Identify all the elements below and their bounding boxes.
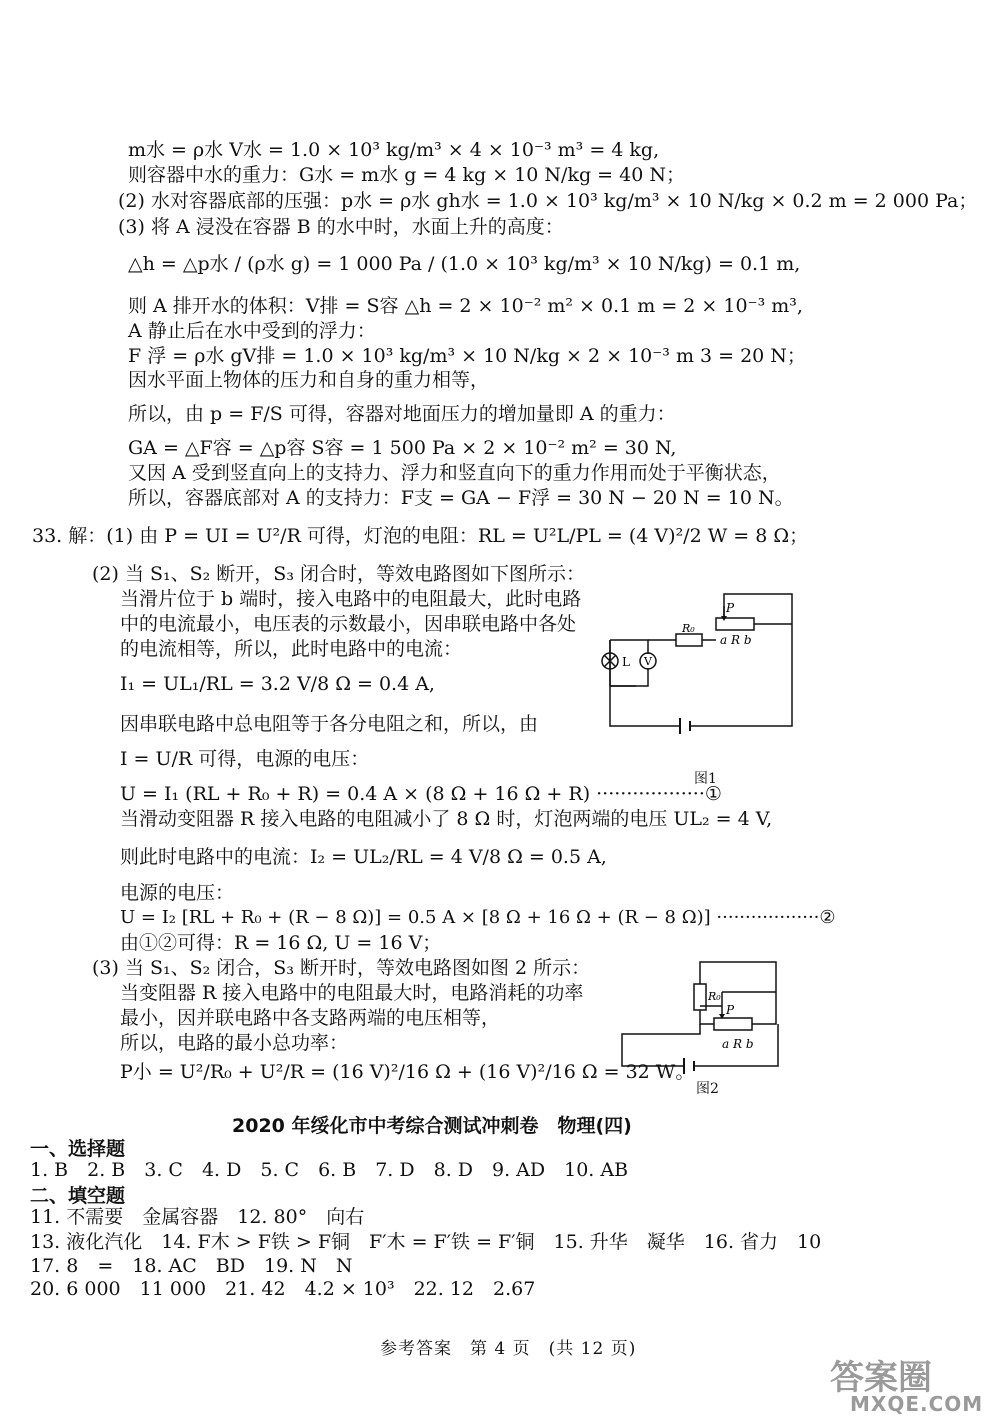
section-title: 2020 年绥化市中考综合测试冲刺卷 物理(四) [232, 1115, 632, 1137]
arb-label-2: a R b [722, 1037, 754, 1051]
line-4: (3) 将 A 浸没在容器 B 的水中时，水面上升的高度： [118, 216, 564, 238]
slider-p-label-2: P [726, 1003, 735, 1017]
line-32: P小 = U²/R₀ + U²/R = (16 V)²/16 Ω + (16 V)²/16 Ω = 32 W。 [120, 1061, 695, 1083]
fill-line-1: 11. 不需要 金属容器 12. 80° 向右 [30, 1206, 365, 1228]
line-8: F 浮 = ρ水 gV排 = 1.0 × 10³ kg/m³ × 10 N/kg × 2 × 10⁻³ m 3 = 20 N； [128, 345, 806, 367]
figure-1-caption: 图1 [694, 771, 717, 787]
line-27: 由①②可得：R = 16 Ω, U = 16 V； [120, 932, 442, 954]
line-21: I = U/R 可得，电源的电压： [120, 748, 370, 770]
line-18: 的电流相等，所以，此时电路中的电流： [120, 638, 463, 660]
line-10: 所以，由 p = F/S 可得，容器对地面压力的增加量即 A 的重力： [128, 403, 676, 425]
line-17: 中的电流最小，电压表的示数最小，因串联电路中各处 [120, 613, 577, 635]
line-2: 则容器中水的重力：G水 = m水 g = 4 kg × 10 N/kg = 40 N； [128, 164, 685, 186]
line-26: U = I₂ [RL + R₀ + (R − 8 Ω)] = 0.5 A × [8 Ω + 16 Ω + (R − 8 Ω)] ··················② [120, 907, 836, 928]
line-31: 所以，电路的最小总功率： [120, 1032, 349, 1054]
r0-label: R₀ [682, 622, 695, 635]
fill-line-4: 20. 6 000 11 000 21. 42 4.2 × 10³ 22. 12 2.67 [30, 1278, 536, 1300]
line-6: 则 A 排开水的体积：V排 = S容 △h = 2 × 10⁻² m² × 0.1 m = 2 × 10⁻³ m³, [128, 295, 803, 317]
watermark-url: MXQE.COM [850, 1392, 984, 1416]
arb-label: a R b [720, 633, 752, 647]
line-5: △h = △p水 / (ρ水 g) = 1 000 Pa / (1.0 × 10³ kg/m³ × 10 N/kg) = 0.1 m, [128, 253, 801, 275]
line-1: m水 = ρ水 V水 = 1.0 × 10³ kg/m³ × 4 × 10⁻³ m³ = 4 kg, [128, 139, 660, 161]
line-14: 33. 解：(1) 由 P = UI = U²/R 可得，灯泡的电阻：RL = U²L/PL = (4 V)²/2 W = 8 Ω； [32, 525, 809, 547]
choice-answers: 1. B 2. B 3. C 4. D 5. C 6. B 7. D 8. D 9. AD 10. AB [30, 1159, 629, 1181]
circuit-figure-1 [596, 592, 810, 752]
slider-p-label: P [726, 601, 735, 615]
fill-line-2: 13. 液化汽化 14. F木 > F铁 > F铜 F′木 = F′铁 = F′铜 15. 升华 凝华 16. 省力 10 [30, 1231, 822, 1253]
line-11: GA = △F容 = △p容 S容 = 1 500 Pa × 2 × 10⁻² m² = 30 N, [128, 437, 677, 459]
watermark-logo: 答案圈 [830, 1358, 932, 1398]
line-22: U = I₁ (RL + R₀ + R) = 0.4 A × (8 Ω + 16 Ω + R) ··················① [120, 783, 722, 805]
line-9: 因水平面上物体的压力和自身的重力相等， [128, 369, 490, 391]
line-12: 又因 A 受到竖直向上的支持力、浮力和竖直向下的重力作用而处于平衡状态， [128, 462, 781, 484]
line-23: 当滑动变阻器 R 接入电路的电阻减小了 8 Ω 时，灯泡两端的电压 UL₂ = 4 V, [120, 808, 773, 830]
lamp-label: L [622, 655, 630, 669]
line-15: (2) 当 S₁、S₂ 断开，S₃ 闭合时，等效电路图如下图所示： [92, 563, 585, 585]
page-footer: 参考答案 第 4 页 (共 12 页) [380, 1339, 637, 1359]
line-13: 所以，容器底部对 A 的支持力：F支 = GA − F浮 = 30 N − 20 N = 10 N。 [128, 487, 794, 509]
line-29: 当变阻器 R 接入电路中的电阻最大时，电路消耗的功率 [120, 982, 584, 1004]
r0-label-2: R₀ [708, 990, 721, 1003]
line-25: 电源的电压： [120, 882, 235, 904]
line-19: I₁ = UL₁/RL = 3.2 V/8 Ω = 0.4 A, [120, 673, 435, 695]
line-20: 因串联电路中总电阻等于各分电阻之和，所以，由 [120, 713, 539, 735]
choice-heading: 一、选择题 [30, 1138, 126, 1160]
circuit-figure-2 [618, 960, 798, 1080]
voltmeter-label: V [644, 655, 652, 668]
fill-heading: 二、填空题 [30, 1185, 126, 1207]
line-30: 最小，因并联电路中各支路两端的电压相等， [120, 1007, 501, 1029]
line-7: A 静止后在水中受到的浮力： [128, 320, 376, 342]
line-3: (2) 水对容器底部的压强：p水 = ρ水 gh水 = 1.0 × 10³ kg/m³ × 10 N/kg × 0.2 m = 2 000 Pa； [118, 190, 978, 212]
line-28: (3) 当 S₁、S₂ 闭合，S₃ 断开时，等效电路图如图 2 所示： [92, 957, 591, 979]
line-24: 则此时电路中的电流：I₂ = UL₂/RL = 4 V/8 Ω = 0.5 A, [120, 846, 607, 868]
figure-2-caption: 图2 [696, 1081, 719, 1097]
fill-line-3: 17. 8 = 18. AC BD 19. N N [30, 1255, 353, 1277]
line-16: 当滑片位于 b 端时，接入电路中的电阻最大，此时电路 [120, 588, 582, 610]
